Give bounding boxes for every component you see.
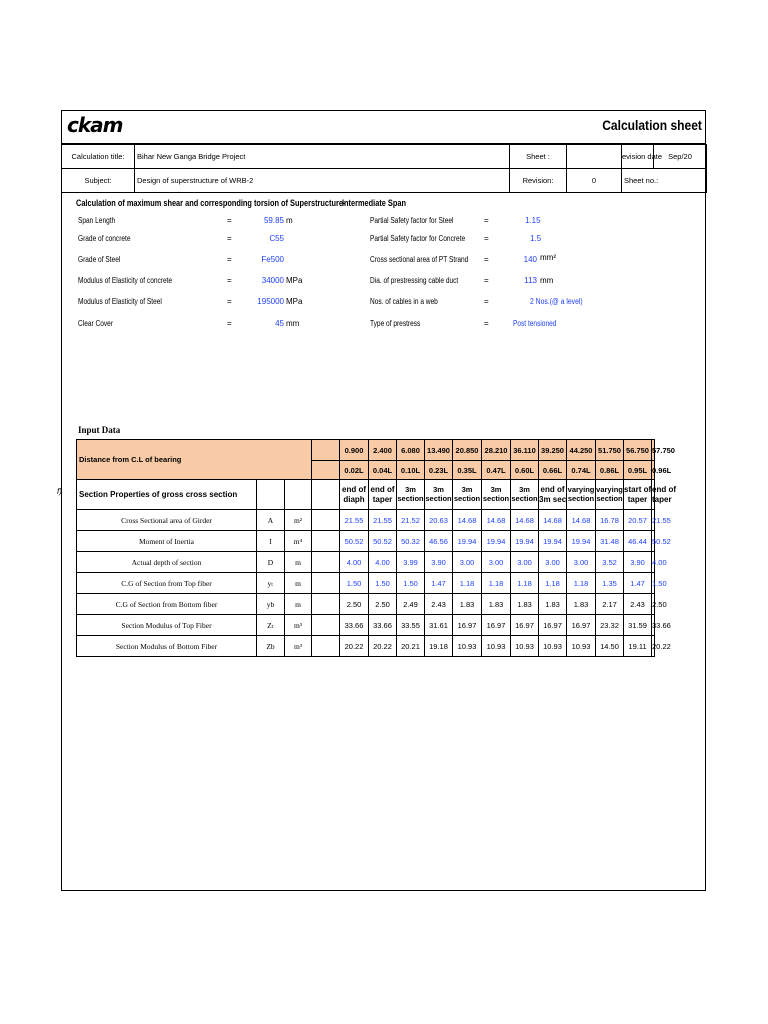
cell-value: 3.00 <box>539 552 567 573</box>
input-data-heading: Input Data <box>78 425 121 435</box>
cell-value: 14.68 <box>453 510 482 531</box>
fraction-spacer <box>312 461 340 480</box>
sheet-title: Calculation sheet <box>602 117 702 133</box>
sheet-label: Sheet : <box>526 152 550 161</box>
revision-date-value: Sep/20 <box>668 152 692 161</box>
cell-value: 31.59 <box>624 615 652 636</box>
cell-value: 50.32 <box>397 531 425 552</box>
cell-value: 33.66 <box>369 615 397 636</box>
cell-value: 1.18 <box>453 573 482 594</box>
param-equals: = <box>484 276 489 285</box>
param-unit: m <box>286 216 293 225</box>
cell-value: 1.50 <box>652 573 655 594</box>
header-info-table <box>61 144 707 193</box>
distance-value: 57.750 <box>652 440 655 461</box>
cell-value: 1.18 <box>511 573 539 594</box>
cell-value: 50.52 <box>369 531 397 552</box>
location-label <box>511 480 539 510</box>
cell-value: 14.68 <box>567 510 596 531</box>
distance-label: Distance from C.L of bearing <box>77 440 312 480</box>
param-value: 45 <box>275 319 284 328</box>
row-symbol: yₜ <box>257 573 285 594</box>
cell-value: 1.18 <box>539 573 567 594</box>
location-label <box>340 480 369 510</box>
sheet-no-label: Sheet no.: <box>624 176 659 185</box>
distance-spacer <box>312 440 340 461</box>
cell-value: 3.00 <box>482 552 511 573</box>
location-line: section <box>397 493 424 503</box>
param-unit: mm² <box>540 253 556 262</box>
cell-value: 16.97 <box>539 615 567 636</box>
location-label <box>567 480 596 510</box>
subject-label: Subject: <box>84 176 112 185</box>
row-blank <box>312 510 340 531</box>
param-equals: = <box>484 216 489 225</box>
param-label: Grade of Steel <box>78 255 121 264</box>
row-symbol: A <box>257 510 285 531</box>
cell-value: 2.50 <box>340 594 369 615</box>
fraction-value: 0.60L <box>511 461 539 480</box>
param-equals: = <box>484 255 489 264</box>
location-label <box>482 480 511 510</box>
section-marker: f) <box>57 487 62 496</box>
cell-value: 3.90 <box>425 552 453 573</box>
param-label: Grade of concrete <box>78 234 131 243</box>
row-blank <box>312 573 340 594</box>
fraction-value: 0.95L <box>624 461 652 480</box>
calc-title-value: Bihar New Ganga Bridge Project <box>137 152 246 161</box>
param-equals: = <box>227 255 232 264</box>
fraction-value: 0.23L <box>425 461 453 480</box>
cell-value: 1.47 <box>425 573 453 594</box>
cell-value: 46.44 <box>624 531 652 552</box>
row-unit: m⁴ <box>285 531 312 552</box>
calc-heading-right: Intermediate Span <box>342 198 406 208</box>
cell-value: 4.00 <box>652 552 655 573</box>
cell-value: 3.99 <box>397 552 425 573</box>
param-label: Type of prestress <box>370 319 421 328</box>
row-blank <box>312 552 340 573</box>
cell-value: 20.22 <box>340 636 369 657</box>
location-line: 3m <box>461 484 473 494</box>
param-value: C55 <box>269 234 284 243</box>
row-blank <box>312 615 340 636</box>
symbol-header <box>257 480 285 510</box>
location-line: taper <box>652 494 672 504</box>
cell-value: 1.35 <box>596 573 624 594</box>
location-line: start of <box>624 485 652 495</box>
row-symbol: yb <box>257 594 285 615</box>
location-label <box>425 480 453 510</box>
location-line: end of <box>652 485 677 495</box>
param-equals: = <box>227 234 232 243</box>
location-line: section <box>482 493 510 503</box>
param-label: Modulus of Elasticity of concrete <box>78 276 173 285</box>
param-value: Fe500 <box>261 255 284 264</box>
cell-value: 1.18 <box>482 573 511 594</box>
cell-value: 19.18 <box>425 636 453 657</box>
cell-value: 31.48 <box>596 531 624 552</box>
param-equals: = <box>227 276 232 285</box>
cell-value: 33.66 <box>340 615 369 636</box>
distance-value: 51.750 <box>596 440 624 461</box>
section-properties-table <box>76 439 677 657</box>
param-value: 59.85 <box>263 216 284 225</box>
cell-value: 10.93 <box>567 636 596 657</box>
location-line: end of <box>370 485 395 495</box>
distance-value: 2.400 <box>369 440 397 461</box>
cell-value: 1.83 <box>482 594 511 615</box>
param-equals: = <box>484 234 489 243</box>
distance-value: 44.250 <box>567 440 596 461</box>
location-label <box>369 480 397 510</box>
row-symbol: I <box>257 531 285 552</box>
param-value: 2 Nos.(@ a level) <box>530 297 583 306</box>
table-row <box>77 573 655 594</box>
cell-value: 1.50 <box>397 573 425 594</box>
cell-value: 2.17 <box>596 594 624 615</box>
row-symbol: Zb <box>257 636 285 657</box>
cell-value: 20.63 <box>425 510 453 531</box>
distance-value: 13.490 <box>425 440 453 461</box>
distance-value: 28.210 <box>482 440 511 461</box>
table-row <box>77 552 655 573</box>
cell-value: 10.93 <box>511 636 539 657</box>
cell-value: 46.56 <box>425 531 453 552</box>
location-line: varying <box>596 484 623 494</box>
row-blank <box>312 636 340 657</box>
param-value: 140 <box>523 255 537 264</box>
cell-value: 3.90 <box>624 552 652 573</box>
cell-value: 19.94 <box>511 531 539 552</box>
location-label <box>596 480 624 510</box>
cell-value: 1.83 <box>539 594 567 615</box>
location-label <box>539 480 567 510</box>
location-line: section <box>596 493 623 503</box>
section-props-label: Section Properties of gross cross section <box>77 480 257 510</box>
param-equals: = <box>484 319 489 328</box>
cell-value: 10.93 <box>539 636 567 657</box>
param-value: 195000 <box>257 297 284 306</box>
cell-value: 3.00 <box>511 552 539 573</box>
cell-value: 1.18 <box>567 573 596 594</box>
row-unit: m³ <box>285 615 312 636</box>
location-label <box>652 480 677 510</box>
cell-value: 3.00 <box>453 552 482 573</box>
subject-value: Design of superstructure of WRB-2 <box>137 176 254 185</box>
cell-value: 19.94 <box>539 531 567 552</box>
cell-value: 3.52 <box>596 552 624 573</box>
table-row <box>77 531 655 552</box>
cell-value: 21.52 <box>397 510 425 531</box>
location-line: 3m <box>519 484 530 494</box>
table-row <box>77 636 655 657</box>
cell-value: 1.83 <box>511 594 539 615</box>
cell-value: 14.68 <box>511 510 539 531</box>
cell-value: 2.43 <box>425 594 453 615</box>
param-value: 113 <box>524 276 537 285</box>
calc-title-label: Calculation title: <box>71 152 125 161</box>
cell-value: 4.00 <box>340 552 369 573</box>
row-symbol: Zₜ <box>257 615 285 636</box>
cell-value: 23.32 <box>596 615 624 636</box>
fraction-value: 0.47L <box>482 461 511 480</box>
cell-value: 50.52 <box>652 531 655 552</box>
table-row <box>77 615 655 636</box>
distance-value: 39.250 <box>539 440 567 461</box>
distance-value: 20.850 <box>453 440 482 461</box>
param-unit: MPa <box>286 297 303 306</box>
location-line: diaph <box>343 494 365 504</box>
cell-value: 50.52 <box>340 531 369 552</box>
revision-value: 0 <box>591 176 597 185</box>
cell-value: 21.55 <box>652 510 655 531</box>
location-label <box>453 480 482 510</box>
param-label: Modulus of Elasticity of Steel <box>78 297 162 306</box>
param-equals: = <box>484 297 489 306</box>
cell-value: 4.00 <box>369 552 397 573</box>
param-unit: mm <box>540 276 554 285</box>
distance-value: 36.110 <box>511 440 539 461</box>
param-value: Post tensioned <box>513 319 557 328</box>
row-label: Moment of Inertia <box>77 531 257 552</box>
cell-value: 20.22 <box>369 636 397 657</box>
location-line: section <box>425 493 452 503</box>
cell-value: 14.50 <box>596 636 624 657</box>
fraction-value: 0.86L <box>596 461 624 480</box>
location-line: varying <box>567 484 595 494</box>
param-value: 1.15 <box>525 216 541 225</box>
cell-value: 1.83 <box>453 594 482 615</box>
cell-value: 16.97 <box>567 615 596 636</box>
row-blank <box>312 594 340 615</box>
cell-value: 1.50 <box>369 573 397 594</box>
cell-value: 1.50 <box>340 573 369 594</box>
param-label: Partial Safety factor for Concrete <box>370 234 466 243</box>
location-line: taper <box>372 494 393 504</box>
cell-value: 33.66 <box>652 615 655 636</box>
location-line: 3m sec <box>539 494 567 504</box>
distance-value: 0.900 <box>340 440 369 461</box>
cell-value: 2.50 <box>652 594 655 615</box>
param-label: Partial Safety factor for Steel <box>370 216 454 225</box>
cell-value: 2.43 <box>624 594 652 615</box>
calc-heading: Calculation of maximum shear and corresponding torsion of Superstructure- <box>76 198 346 208</box>
company-logo: ckam <box>67 113 123 137</box>
cell-value: 19.94 <box>567 531 596 552</box>
param-unit: MPa <box>286 276 303 285</box>
cell-value: 16.97 <box>453 615 482 636</box>
row-label: Cross Sectional area of Girder <box>77 510 257 531</box>
cell-value: 10.93 <box>482 636 511 657</box>
revision-date-label: evision date <box>622 152 663 161</box>
location-line: section <box>511 493 538 503</box>
distance-value: 6.080 <box>397 440 425 461</box>
revision-label: Revision: <box>522 176 554 185</box>
unit-header <box>285 480 312 510</box>
row-unit: m² <box>285 510 312 531</box>
row-label: Section Modulus of Bottom Fiber <box>77 636 257 657</box>
row-label: Section Modulus of Top Fiber <box>77 615 257 636</box>
row-label: C.G of Section from Bottom fiber <box>77 594 257 615</box>
cell-value: 19.11 <box>624 636 652 657</box>
cell-value: 21.55 <box>369 510 397 531</box>
location-line: end of <box>540 485 565 495</box>
cell-value: 10.93 <box>453 636 482 657</box>
sheet-value <box>567 145 622 169</box>
cell-value: 31.61 <box>425 615 453 636</box>
location-label <box>397 480 425 510</box>
cell-value: 2.49 <box>397 594 425 615</box>
param-equals: = <box>227 319 232 328</box>
cell-value: 16.97 <box>511 615 539 636</box>
row-symbol: D <box>257 552 285 573</box>
location-line: 3m <box>490 484 502 494</box>
distance-value: 56.750 <box>624 440 652 461</box>
cell-value: 33.55 <box>397 615 425 636</box>
fraction-value: 0.10L <box>397 461 425 480</box>
row-label: C.G of Section from Top fiber <box>77 573 257 594</box>
cell-value: 1.47 <box>624 573 652 594</box>
row-unit: m <box>285 573 312 594</box>
row-blank <box>312 531 340 552</box>
row-unit: m <box>285 594 312 615</box>
row-unit: m <box>285 552 312 573</box>
location-line: 3m <box>433 484 444 494</box>
row-label: Actual depth of section <box>77 552 257 573</box>
fraction-value: 0.02L <box>340 461 369 480</box>
param-label: Nos. of cables in a web <box>370 297 438 306</box>
table-row <box>77 510 655 531</box>
location-line: section <box>453 493 481 503</box>
param-value: 1.5 <box>530 234 542 243</box>
param-label: Dia. of prestressing cable duct <box>370 276 459 285</box>
cell-value: 20.22 <box>652 636 655 657</box>
fraction-value: 0.35L <box>453 461 482 480</box>
cell-value: 20.21 <box>397 636 425 657</box>
cell-value: 16.97 <box>482 615 511 636</box>
cell-value: 20.57 <box>624 510 652 531</box>
row-unit: m³ <box>285 636 312 657</box>
cell-value: 1.83 <box>567 594 596 615</box>
cell-value: 19.94 <box>482 531 511 552</box>
cell-value: 14.68 <box>482 510 511 531</box>
cell-value: 14.68 <box>539 510 567 531</box>
param-label: Clear Cover <box>78 319 114 328</box>
param-label: Span Length <box>78 216 116 225</box>
param-unit: mm <box>286 319 300 328</box>
cell-value: 16.78 <box>596 510 624 531</box>
cell-value: 19.94 <box>453 531 482 552</box>
table-row <box>77 594 655 615</box>
param-equals: = <box>227 216 232 225</box>
location-line: taper <box>627 494 648 504</box>
param-equals: = <box>227 297 232 306</box>
fraction-value: 0.66L <box>539 461 567 480</box>
location-line: 3m <box>405 484 416 494</box>
fraction-value: 0.96L <box>652 461 655 480</box>
cell-value: 2.50 <box>369 594 397 615</box>
blank-header <box>312 480 340 510</box>
fraction-value: 0.74L <box>567 461 596 480</box>
fraction-value: 0.04L <box>369 461 397 480</box>
param-label: Cross sectional area of PT Strand <box>370 255 469 264</box>
location-line: section <box>567 493 595 503</box>
location-line: end of <box>342 485 367 495</box>
cell-value: 3.00 <box>567 552 596 573</box>
param-value: 34000 <box>261 276 284 285</box>
cell-value: 21.55 <box>340 510 369 531</box>
